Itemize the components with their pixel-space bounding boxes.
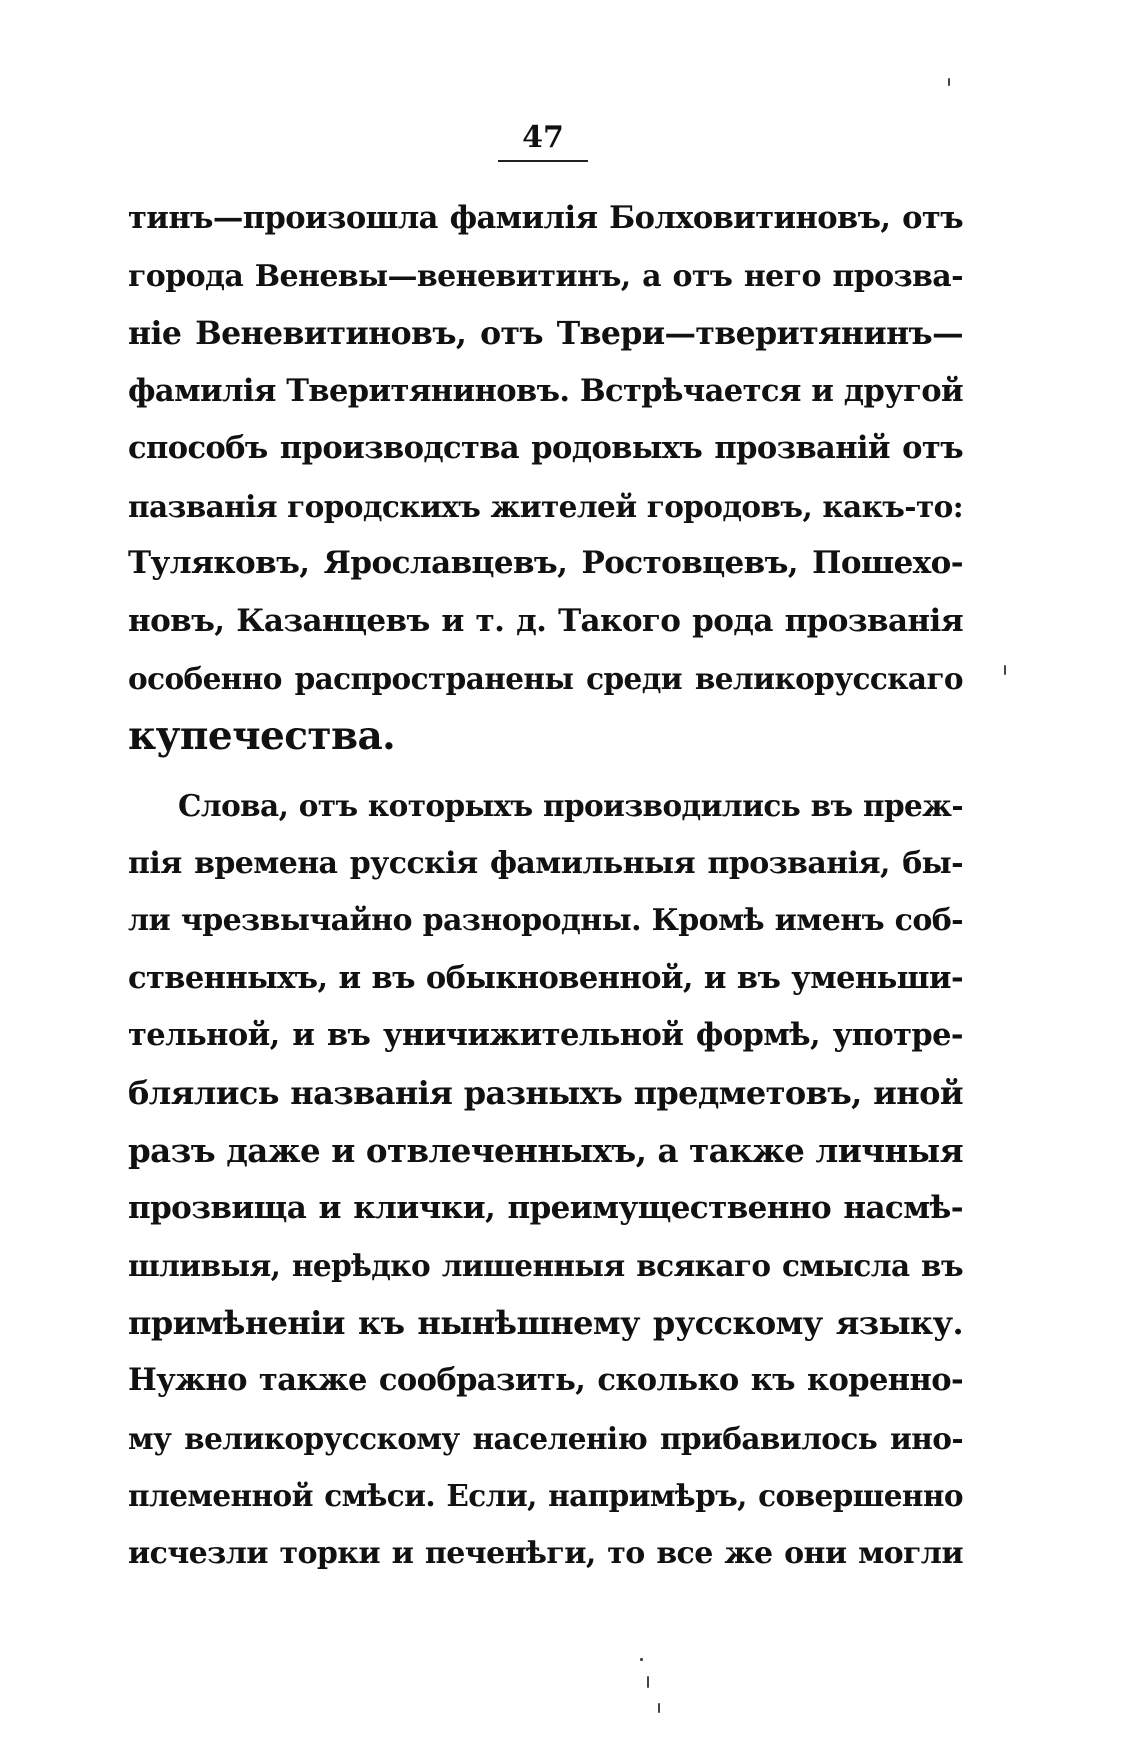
scan-speck (640, 1658, 643, 1661)
paragraph-gap (128, 765, 963, 777)
text-line: примѣненіи къ нынѣшнему русскому языку. (128, 1303, 963, 1342)
text-line: пія времена русскія фамильныя прозванія, бы- (128, 845, 963, 881)
body-text (128, 190, 963, 1582)
text-line: ли чрезвычайно разнородны. Кромѣ именъ соб- (128, 903, 963, 938)
text-line: шливыя, нерѣдко лишенныя всякаго смысла въ (128, 1248, 963, 1283)
text-line: способъ производства родовыхъ прозваній отъ (128, 430, 963, 466)
text-line: особенно распространены среди великорусскаго (128, 661, 963, 696)
page-number: 47 (522, 120, 564, 155)
text-line: исчезли торки и печенѣги, то все же они могли (128, 1535, 963, 1571)
paragraph-2 (128, 777, 963, 1582)
scan-speck (1004, 665, 1006, 675)
text-line: ніе Веневитиновъ, отъ Твери—тверитянинъ— (128, 315, 963, 352)
scan-speck (658, 1703, 660, 1713)
text-line: купечества. (128, 712, 396, 759)
page-number-rule (498, 160, 588, 162)
text-line: города Веневы—веневитинъ, а отъ него прозва- (128, 258, 963, 294)
text-line: прозвища и клички, преимущественно насмѣ- (128, 1189, 963, 1226)
text-line: фамилія Тверитяниновъ. Встрѣчается и другой (128, 372, 963, 409)
text-line: блялись названія разныхъ предметовъ, иной (128, 1073, 963, 1112)
scan-speck (647, 1676, 649, 1688)
paragraph-1 (128, 190, 963, 765)
text-line: ственныхъ, и въ обыкновенной, и въ уменьши- (128, 959, 963, 996)
text-line: му великорусскому населенію прибавилось ино- (128, 1420, 963, 1456)
text-line: Туляковъ, Ярославцевъ, Ростовцевъ, Пошехо- (128, 545, 963, 581)
text-line: разъ даже и отвлеченныхъ, а также личныя (128, 1131, 963, 1170)
text-line: тельной, и въ уничижительной формѣ, употре- (128, 1017, 963, 1053)
scan-speck (948, 78, 950, 86)
text-line: Нужно также сообразить, сколько къ коренно- (128, 1362, 963, 1398)
text-line: тинъ—произошла фамилія Болховитиновъ, отъ (128, 200, 963, 236)
text-line: племенной смѣси. Если, напримѣръ, совершенно (128, 1478, 963, 1513)
text-line: новъ, Казанцевъ и т. д. Такого рода прозванія (128, 602, 963, 639)
text-line: Слова, отъ которыхъ производились въ преж- (178, 788, 963, 823)
text-line: пазванія городскихъ жителей городовъ, какъ-то: (128, 488, 963, 524)
